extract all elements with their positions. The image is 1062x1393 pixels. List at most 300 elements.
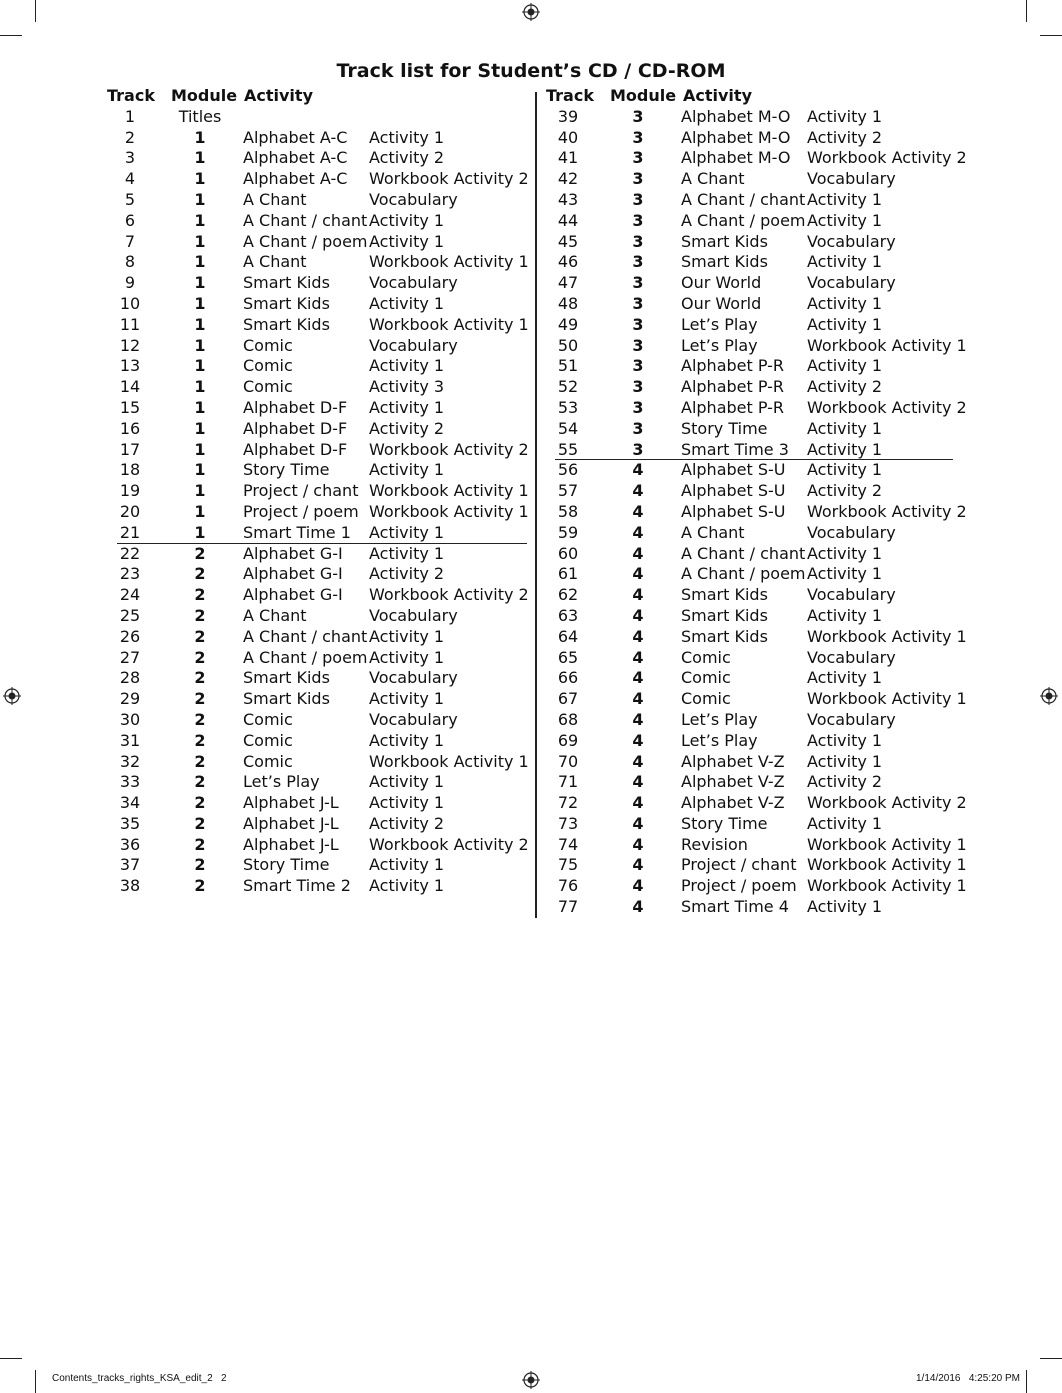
activity-section: Story Time <box>243 460 330 480</box>
module-number: 2 <box>194 834 206 854</box>
activity-detail: Activity 1 <box>369 293 445 313</box>
module-number: 4 <box>632 564 644 584</box>
module-number: 3 <box>632 397 644 417</box>
activity-detail: Activity 1 <box>369 689 445 709</box>
track-number: 66 <box>557 668 579 688</box>
track-number: 24 <box>119 585 141 605</box>
activity-detail: Workbook Activity 2 <box>369 585 529 605</box>
activity-detail: Activity 1 <box>807 751 883 771</box>
table-row <box>543 668 953 689</box>
activity-section: Our World <box>681 273 762 293</box>
module-number: 4 <box>632 709 644 729</box>
activity-detail: Workbook Activity 1 <box>807 876 967 896</box>
activity-detail: Workbook Activity 2 <box>807 793 967 813</box>
table-row <box>543 190 953 211</box>
activity-detail: Activity 2 <box>807 127 883 147</box>
activity-detail: Activity 1 <box>369 231 445 251</box>
activity-section: A Chant <box>243 252 307 272</box>
module-number: 4 <box>632 751 644 771</box>
table-row <box>105 544 527 565</box>
page-title: Track list for Student’s CD / CD-ROM <box>336 60 726 82</box>
table-row <box>543 814 953 835</box>
table-row <box>543 460 953 481</box>
track-number: 11 <box>119 314 141 334</box>
module-number: 2 <box>194 543 206 563</box>
module-number: 3 <box>632 169 644 189</box>
module-number: 3 <box>632 314 644 334</box>
activity-section: Alphabet G-I <box>243 585 343 605</box>
activity-detail: Workbook Activity 1 <box>369 751 529 771</box>
table-header <box>105 86 527 107</box>
activity-detail: Activity 1 <box>369 793 445 813</box>
track-number: 54 <box>557 418 579 438</box>
track-number: 35 <box>119 813 141 833</box>
module-number: 1 <box>194 273 206 293</box>
track-number: 3 <box>124 148 136 168</box>
activity-section: A Chant / poem <box>681 564 806 584</box>
track-number: 8 <box>124 252 136 272</box>
module-number: 1 <box>194 314 206 334</box>
activity-detail: Activity 1 <box>807 210 883 230</box>
module-number: 3 <box>632 127 644 147</box>
module-number: 1 <box>194 522 206 542</box>
table-row <box>543 169 953 190</box>
crop-mark <box>0 1358 22 1359</box>
crop-mark <box>35 0 36 22</box>
module-number: 3 <box>632 106 644 126</box>
activity-detail: Activity 1 <box>807 668 883 688</box>
table-row <box>543 897 953 918</box>
module-number: 4 <box>632 501 644 521</box>
registration-mark-icon <box>3 687 21 705</box>
activity-detail: Activity 1 <box>369 522 445 542</box>
module-number: 1 <box>194 460 206 480</box>
module-number: 4 <box>632 730 644 750</box>
activity-section: Alphabet S-U <box>681 501 786 521</box>
track-number: 5 <box>124 189 136 209</box>
activity-section: Let’s Play <box>681 730 758 750</box>
module-number: 4 <box>632 481 644 501</box>
module-number: 2 <box>194 564 206 584</box>
table-row <box>543 252 953 273</box>
track-number: 15 <box>119 397 141 417</box>
activity-detail: Workbook Activity 2 <box>369 834 529 854</box>
activity-detail: Activity 1 <box>807 418 883 438</box>
activity-detail: Vocabulary <box>807 273 896 293</box>
module-number: 3 <box>632 189 644 209</box>
table-row <box>543 107 953 128</box>
activity-section: Comic <box>243 709 293 729</box>
track-number: 64 <box>557 626 579 646</box>
track-number: 21 <box>119 522 141 542</box>
activity-section: Alphabet V-Z <box>681 751 785 771</box>
activity-section: A Chant <box>681 169 745 189</box>
module-number: 2 <box>194 605 206 625</box>
activity-section: Alphabet V-Z <box>681 793 785 813</box>
column-divider <box>535 92 537 918</box>
track-number: 23 <box>119 564 141 584</box>
track-number: 9 <box>124 273 136 293</box>
module-number: 3 <box>632 252 644 272</box>
module-number: 2 <box>194 813 206 833</box>
table-row <box>105 440 527 461</box>
module-number: 3 <box>632 418 644 438</box>
module-number: 4 <box>632 605 644 625</box>
activity-detail: Vocabulary <box>807 231 896 251</box>
activity-detail: Vocabulary <box>369 668 458 688</box>
track-number: 19 <box>119 481 141 501</box>
table-row <box>105 648 527 669</box>
module-number: 1 <box>194 252 206 272</box>
module-number: 1 <box>194 148 206 168</box>
module-number: 2 <box>194 689 206 709</box>
table-row <box>543 564 953 585</box>
track-list-left <box>105 86 527 897</box>
activity-section: Comic <box>681 689 731 709</box>
activity-detail: Activity 1 <box>369 543 445 563</box>
table-row <box>543 501 967 523</box>
activity-detail: Vocabulary <box>369 335 458 355</box>
module-number: 2 <box>194 585 206 605</box>
track-number: 47 <box>557 273 579 293</box>
activity-section: Alphabet A-C <box>243 127 348 147</box>
module-number: 1 <box>194 127 206 147</box>
footer-timestamp: 1/14/2016 4:25:20 PM <box>916 1373 1020 1384</box>
module-number: 2 <box>194 730 206 750</box>
track-number: 27 <box>119 647 141 667</box>
module-number: 1 <box>194 356 206 376</box>
table-row <box>105 252 527 273</box>
track-number: 62 <box>557 585 579 605</box>
table-row <box>543 793 967 814</box>
track-number: 69 <box>557 730 579 750</box>
track-number: 36 <box>119 834 141 854</box>
table-row <box>105 814 527 835</box>
track-number: 48 <box>557 293 579 313</box>
activity-detail: Activity 2 <box>369 564 445 584</box>
activity-section: Comic <box>681 647 731 667</box>
activity-detail: Activity 1 <box>369 356 445 376</box>
activity-section: Smart Kids <box>681 585 768 605</box>
table-row <box>543 752 953 773</box>
activity-detail: Activity 1 <box>807 730 883 750</box>
table-row <box>105 419 527 440</box>
header-module: Module <box>610 86 677 105</box>
activity-detail: Activity 1 <box>807 543 883 563</box>
module-number: 2 <box>194 626 206 646</box>
track-number: 7 <box>124 231 136 251</box>
track-number: 49 <box>557 314 579 334</box>
table-row <box>105 128 527 149</box>
activity-section: A Chant / chant <box>243 626 368 646</box>
table-row <box>543 876 967 897</box>
activity-detail: Activity 1 <box>807 189 883 209</box>
module-number: 2 <box>194 647 206 667</box>
track-number: 61 <box>557 564 579 584</box>
module-number: 4 <box>632 897 644 917</box>
track-number: 58 <box>557 501 579 521</box>
table-row <box>543 294 953 315</box>
table-row <box>543 544 953 565</box>
activity-detail: Workbook Activity 1 <box>369 314 529 334</box>
table-row <box>105 627 527 648</box>
table-row <box>105 502 527 523</box>
track-number: 32 <box>119 751 141 771</box>
activity-section: Alphabet M-O <box>681 127 791 147</box>
track-number: 67 <box>557 689 579 709</box>
track-number: 28 <box>119 668 141 688</box>
module-number: 3 <box>632 231 644 251</box>
table-row <box>105 731 527 752</box>
activity-section: Alphabet A-C <box>243 148 348 168</box>
table-row <box>105 752 527 773</box>
table-row <box>105 835 527 856</box>
registration-mark-icon <box>522 1371 540 1389</box>
activity-detail: Workbook Activity 2 <box>807 501 967 521</box>
activity-detail: Activity 2 <box>369 148 445 168</box>
activity-section: Smart Kids <box>681 626 768 646</box>
track-number: 10 <box>119 293 141 313</box>
activity-section: Alphabet D-F <box>243 439 348 459</box>
activity-detail: Vocabulary <box>369 189 458 209</box>
activity-section: Alphabet P-R <box>681 397 785 417</box>
activity-detail: Workbook Activity 2 <box>807 397 967 417</box>
activity-detail: Activity 1 <box>807 356 883 376</box>
module-number: 4 <box>632 626 644 646</box>
track-number: 30 <box>119 709 141 729</box>
activity-detail: Vocabulary <box>369 709 458 729</box>
table-row <box>543 148 967 169</box>
table-row <box>105 772 527 793</box>
activity-detail: Workbook Activity 1 <box>369 252 529 272</box>
activity-section: Smart Kids <box>243 689 330 709</box>
module-number: 1 <box>194 335 206 355</box>
table-row <box>105 585 527 606</box>
table-row <box>105 148 527 169</box>
activity-detail: Activity 1 <box>807 439 883 459</box>
track-number: 4 <box>124 169 136 189</box>
activity-section: Smart Time 3 <box>681 439 789 459</box>
track-number: 70 <box>557 751 579 771</box>
activity-section: Alphabet S-U <box>681 460 786 480</box>
activity-detail: Workbook Activity 1 <box>807 335 967 355</box>
activity-section: A Chant / poem <box>681 210 806 230</box>
module-number: 3 <box>632 439 644 459</box>
module-number: 1 <box>194 210 206 230</box>
module-number: Titles <box>178 106 222 126</box>
activity-detail: Activity 1 <box>807 897 883 917</box>
activity-detail: Vocabulary <box>807 709 896 729</box>
module-number: 1 <box>194 501 206 521</box>
track-number: 26 <box>119 626 141 646</box>
activity-detail: Activity 1 <box>369 626 445 646</box>
track-number: 65 <box>557 647 579 667</box>
table-row <box>543 710 953 731</box>
module-number: 1 <box>194 418 206 438</box>
track-number: 41 <box>557 148 579 168</box>
table-row <box>543 335 967 357</box>
footer-file-info: Contents_tracks_rights_KSA_edit_2 2 <box>52 1373 227 1384</box>
track-number: 74 <box>557 834 579 854</box>
table-row <box>105 523 527 544</box>
activity-detail: Activity 1 <box>807 813 883 833</box>
activity-detail: Activity 1 <box>369 855 445 875</box>
table-row <box>543 834 967 856</box>
track-number: 39 <box>557 106 579 126</box>
module-number: 4 <box>632 876 644 896</box>
activity-detail: Activity 2 <box>369 418 445 438</box>
activity-section: Smart Kids <box>681 252 768 272</box>
module-number: 3 <box>632 273 644 293</box>
table-row <box>543 232 953 253</box>
track-number: 73 <box>557 813 579 833</box>
module-number: 4 <box>632 689 644 709</box>
activity-detail: Vocabulary <box>807 522 896 542</box>
activity-section: Alphabet V-Z <box>681 772 785 792</box>
crop-mark <box>1026 0 1027 22</box>
track-number: 34 <box>119 793 141 813</box>
track-number: 14 <box>119 377 141 397</box>
module-number: 4 <box>632 772 644 792</box>
activity-detail: Vocabulary <box>807 585 896 605</box>
crop-mark <box>1026 1370 1027 1393</box>
track-number: 51 <box>557 356 579 376</box>
module-number: 1 <box>194 169 206 189</box>
activity-section: Revision <box>681 834 748 854</box>
track-number: 55 <box>557 439 579 459</box>
activity-section: Comic <box>681 668 731 688</box>
table-row <box>543 772 953 793</box>
module-number: 1 <box>194 439 206 459</box>
module-number: 4 <box>632 855 644 875</box>
track-number: 25 <box>119 605 141 625</box>
activity-detail: Vocabulary <box>807 169 896 189</box>
activity-section: A Chant / poem <box>243 231 368 251</box>
table-row <box>105 668 527 689</box>
activity-section: Story Time <box>681 813 768 833</box>
table-row <box>543 377 953 398</box>
table-row <box>543 397 967 419</box>
table-row <box>105 481 527 502</box>
track-number: 46 <box>557 252 579 272</box>
module-number: 1 <box>194 481 206 501</box>
activity-section: A Chant <box>243 189 307 209</box>
activity-section: A Chant / poem <box>243 647 368 667</box>
table-row <box>543 315 953 336</box>
activity-section: Smart Kids <box>681 231 768 251</box>
activity-section: A Chant / chant <box>681 189 806 209</box>
track-number: 56 <box>557 460 579 480</box>
table-row <box>105 564 527 585</box>
activity-section: Project / chant <box>681 855 797 875</box>
activity-detail: Activity 1 <box>807 314 883 334</box>
activity-section: Smart Kids <box>681 605 768 625</box>
table-row <box>105 606 527 627</box>
activity-section: Comic <box>243 356 293 376</box>
activity-section: Comic <box>243 335 293 355</box>
activity-section: Alphabet J-L <box>243 813 339 833</box>
table-row <box>105 855 527 876</box>
module-number: 2 <box>194 709 206 729</box>
activity-detail: Activity 2 <box>807 772 883 792</box>
table-row <box>105 710 527 731</box>
module-number: 4 <box>632 522 644 542</box>
crop-mark <box>0 35 22 36</box>
module-number: 1 <box>194 293 206 313</box>
activity-detail: Activity 1 <box>807 106 883 126</box>
module-number: 2 <box>194 668 206 688</box>
activity-detail: Workbook Activity 2 <box>369 169 529 189</box>
track-number: 44 <box>557 210 579 230</box>
module-number: 4 <box>632 834 644 854</box>
activity-section: Smart Kids <box>243 314 330 334</box>
track-number: 45 <box>557 231 579 251</box>
track-list-right <box>543 86 967 918</box>
activity-detail: Activity 3 <box>369 377 445 397</box>
track-number: 37 <box>119 855 141 875</box>
activity-detail: Activity 1 <box>807 293 883 313</box>
table-row <box>543 689 967 710</box>
activity-section: A Chant <box>681 522 745 542</box>
table-row <box>105 460 527 481</box>
table-row <box>543 731 953 752</box>
module-number: 3 <box>632 293 644 313</box>
activity-section: Alphabet J-L <box>243 834 339 854</box>
track-number: 31 <box>119 730 141 750</box>
table-row <box>105 377 527 398</box>
track-number: 18 <box>119 460 141 480</box>
activity-detail: Vocabulary <box>369 273 458 293</box>
activity-detail: Activity 2 <box>807 377 883 397</box>
activity-section: Smart Kids <box>243 273 330 293</box>
track-number: 53 <box>557 397 579 417</box>
crop-mark <box>1040 35 1062 36</box>
activity-detail: Workbook Activity 2 <box>369 439 529 459</box>
activity-detail: Activity 2 <box>369 813 445 833</box>
track-number: 52 <box>557 377 579 397</box>
table-row <box>543 211 953 232</box>
track-number: 33 <box>119 772 141 792</box>
activity-detail: Activity 2 <box>807 481 883 501</box>
module-number: 4 <box>632 668 644 688</box>
activity-section: Comic <box>243 730 293 750</box>
table-row <box>105 190 527 211</box>
table-row <box>543 440 953 461</box>
module-number: 3 <box>632 210 644 230</box>
activity-section: Alphabet J-L <box>243 793 339 813</box>
track-number: 50 <box>557 335 579 355</box>
module-number: 2 <box>194 793 206 813</box>
table-row <box>543 481 953 502</box>
registration-mark-icon <box>522 3 540 21</box>
module-number: 3 <box>632 148 644 168</box>
activity-detail: Activity 1 <box>369 210 445 230</box>
track-number: 40 <box>557 127 579 147</box>
track-number: 77 <box>557 897 579 917</box>
module-number: 4 <box>632 543 644 563</box>
track-number: 13 <box>119 356 141 376</box>
activity-detail: Activity 1 <box>369 647 445 667</box>
table-row <box>105 398 527 419</box>
activity-section: Let’s Play <box>243 772 320 792</box>
activity-detail: Workbook Activity 1 <box>369 501 529 521</box>
table-row <box>105 793 527 814</box>
activity-section: Smart Kids <box>243 668 330 688</box>
activity-detail: Activity 1 <box>369 397 445 417</box>
track-number: 57 <box>557 481 579 501</box>
activity-section: Alphabet M-O <box>681 106 791 126</box>
table-row <box>105 169 527 190</box>
